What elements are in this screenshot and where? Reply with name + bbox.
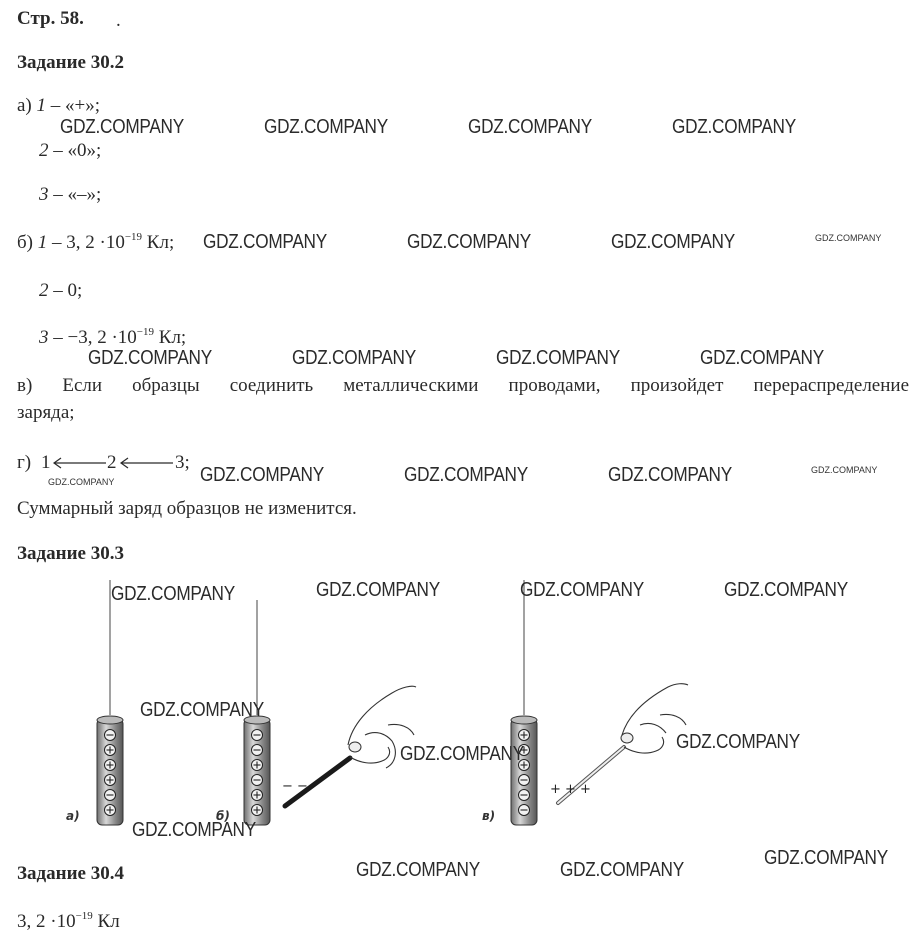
watermark: GDZ.COMPANY — [611, 231, 735, 253]
answer-b-line1: б) 1 – 3, $2 \cdot 10^{-19}$ Кл; — [17, 231, 175, 253]
answer-g-n3: 3; — [175, 452, 190, 473]
task-30-4-heading: Задание 30.4 — [17, 863, 124, 884]
watermark: GDZ.COMPANY — [356, 859, 480, 881]
watermark: GDZ.COMPANY — [520, 579, 644, 601]
answer-a-line1: а) 1 – «+»; — [17, 95, 101, 116]
electroscope-figure — [0, 575, 919, 845]
task-30-2-heading: Задание 30.2 — [17, 52, 124, 73]
answer-a-line3: 3 – «–»; — [39, 184, 102, 205]
watermark: GDZ.COMPANY — [700, 347, 824, 369]
watermark: GDZ.COMPANY — [292, 347, 416, 369]
watermark: GDZ.COMPANY — [111, 583, 235, 605]
arrow-left-icon — [52, 456, 107, 470]
rod-charge-minus: − − — [282, 779, 308, 794]
rod-charge-plus: + + + — [550, 782, 591, 797]
watermark: GDZ.COMPANY — [203, 231, 327, 253]
answer-g-n1: 1 — [41, 452, 51, 473]
figure-label-v: в) — [482, 809, 496, 823]
watermark: GDZ.COMPANY — [132, 819, 256, 841]
watermark: GDZ.COMPANY — [140, 699, 264, 721]
watermark: GDZ.COMPANY — [560, 859, 684, 881]
watermark: GDZ.COMPANY — [676, 731, 800, 753]
watermark: GDZ.COMPANY — [496, 347, 620, 369]
sample-a — [97, 580, 123, 825]
watermark: GDZ.COMPANY — [764, 847, 888, 869]
page-title: Стр. 58. — [17, 8, 84, 29]
watermark: GDZ.COMPANY — [608, 464, 732, 486]
answer-b-line2: 2 – 0; — [39, 280, 83, 301]
watermark: GDZ.COMPANY — [316, 579, 440, 601]
watermark: GDZ.COMPANY — [407, 231, 531, 253]
sample-v — [511, 580, 688, 825]
answer-30-4: 3, $2 \cdot 10^{-19}$ Кл — [17, 910, 120, 932]
answer-v-line1: в) Если образцы соединить металлическими проводами, произойдет перераспределение — [17, 375, 909, 396]
watermark: GDZ.COMPANY — [400, 743, 524, 765]
watermark-small: GDZ.COMPANY — [815, 233, 882, 243]
watermark: GDZ.COMPANY — [60, 116, 184, 138]
task-30-3-heading: Задание 30.3 — [17, 543, 124, 564]
answer-g-n2: 2 — [107, 452, 117, 473]
watermark-small: GDZ.COMPANY — [811, 465, 878, 475]
watermark-small: GDZ.COMPANY — [48, 477, 115, 487]
watermark: GDZ.COMPANY — [672, 116, 796, 138]
watermark: GDZ.COMPANY — [88, 347, 212, 369]
watermark: GDZ.COMPANY — [724, 579, 848, 601]
answer-a-line2: 2 – «0»; — [39, 140, 102, 161]
watermark: GDZ.COMPANY — [468, 116, 592, 138]
answer-b-line3: 3 – −3, $2 \cdot 10^{-19}$ Кл; — [39, 326, 187, 348]
watermark: GDZ.COMPANY — [404, 464, 528, 486]
answer-g-prefix: г) — [17, 452, 32, 473]
sample-b — [244, 600, 416, 825]
figure-label-b: б) — [216, 809, 230, 823]
answer-v-line2: заряда; — [17, 402, 75, 423]
watermark: GDZ.COMPANY — [264, 116, 388, 138]
watermark: GDZ.COMPANY — [200, 464, 324, 486]
summary-text: Суммарный заряд образцов не изменится. — [17, 498, 357, 519]
arrow-left-icon — [119, 456, 174, 470]
page-dot: . — [116, 10, 121, 31]
figure-label-a: а) — [66, 809, 80, 823]
